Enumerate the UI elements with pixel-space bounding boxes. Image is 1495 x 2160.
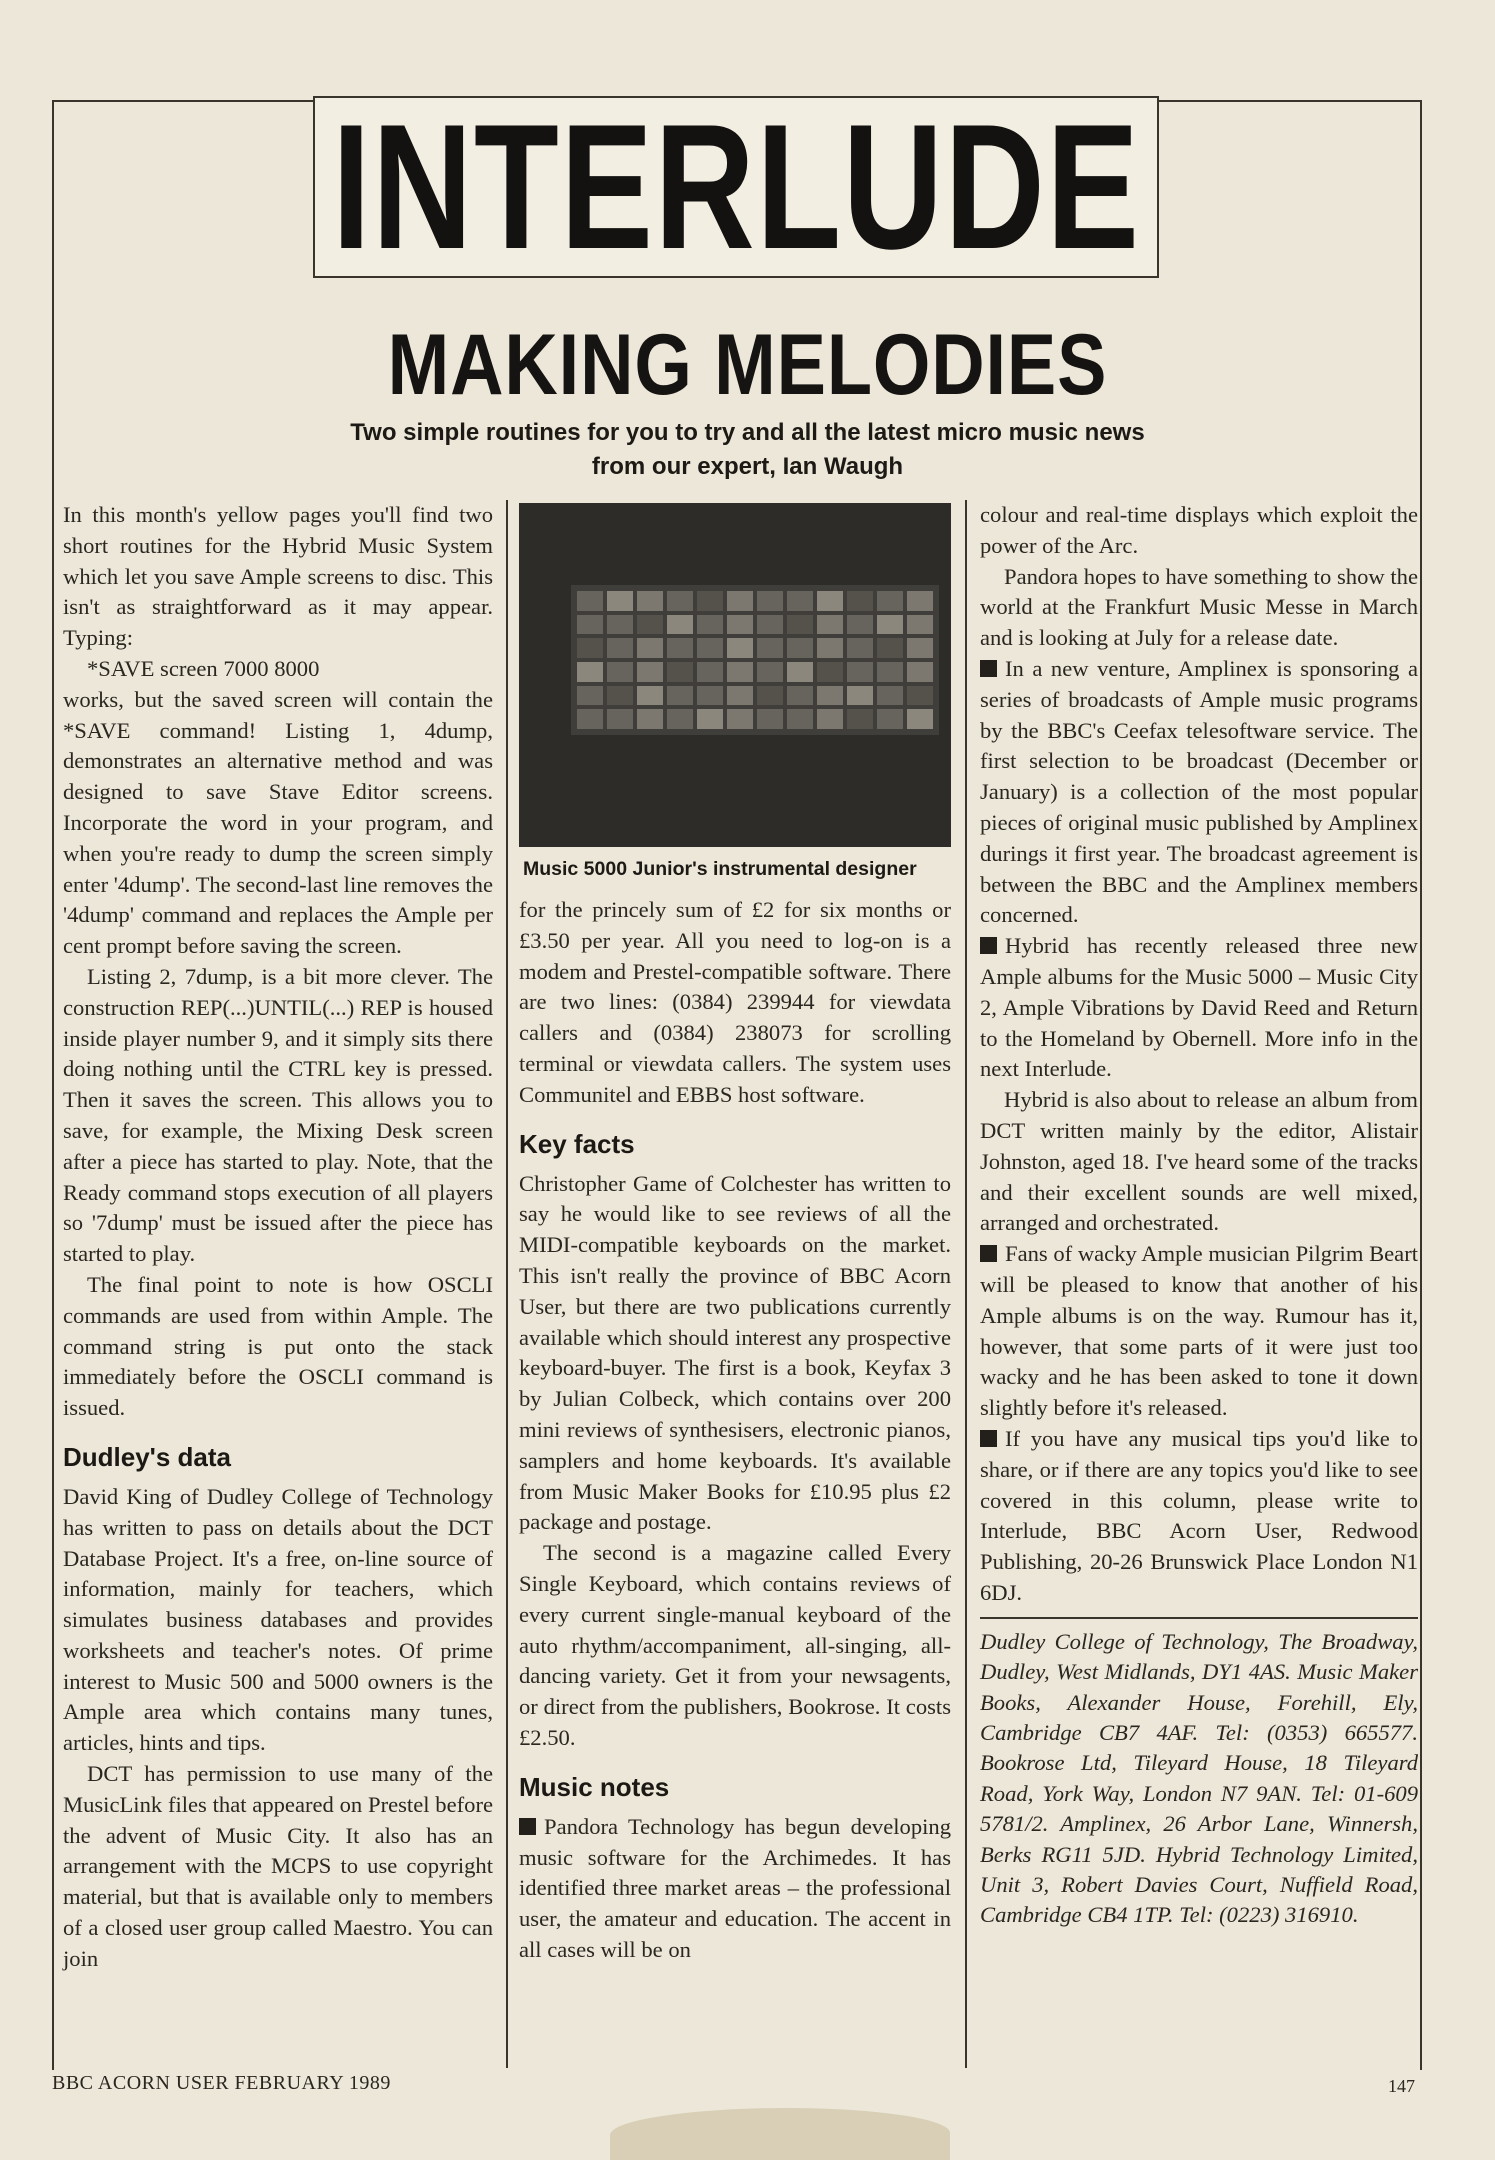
body-paragraph: The final point to note is how OSCLI commands are used from within Ample. The command string is put onto the stack immediately before the OSCLI command is issued. [63, 1271, 493, 1421]
screenshot-photo [519, 503, 951, 847]
subhead-key-facts: Key facts [519, 1128, 635, 1159]
column-rule-1 [506, 500, 508, 2068]
body-paragraph: The second is a magazine called Every Single Keyboard, which contains reviews of every current single-manual keyboard of the auto rhythm/accompaniment, all-singing, all-dancing variety. Get it from your newsagents, or direct from the publishers, Bookrose. It costs £2.50. [519, 1540, 951, 1750]
body-paragraph: colour and real-time displays which exploit the power of the Arc. [980, 502, 1418, 558]
bullet-square-icon [519, 1818, 536, 1835]
bullet-paragraph: If you have any musical tips you'd like to share, or if there are any topics you'd like to see covered in this column, please write to Interlude, BBC Acorn User, Redwood Publishing, 20-26 Brunswick Place London N1 6DJ. [980, 1425, 1418, 1605]
bullet-square-icon [980, 1245, 997, 1262]
bullet-square-icon [980, 1430, 997, 1447]
body-paragraph: Listing 2, 7dump, is a bit more clever. The construction REP(...)UNTIL(...) REP is housed inside player number 9, and it simply sits there doing nothing until the CTRL key is pressed. Then it saves the screen. This allows you to save, for example, the Mixing Desk screen after a piece has started to play. Note, that the Ready command stops execution of all players so '7dump' must be issued after the piece has started to play. [63, 963, 493, 1267]
body-paragraph: In this month's yellow pages you'll find two short routines for the Hybrid Music System which let you save Ample screens to disc. This isn't as straightforward as it may appear. Typing: [63, 502, 493, 651]
frame-rule-left [52, 100, 54, 2070]
body-paragraph: for the princely sum of £2 for six months or £3.50 per year. All you need to log-on is a modem and Prestel-compatible software. There are two lines: (0384) 239944 for viewdata callers and (0384) 238073 for scrolling terminal or viewdata callers. The system uses Communitel and EBBS host software. [519, 897, 951, 1107]
page-number: 147 [1388, 2076, 1415, 2096]
column-1 [63, 500, 493, 1975]
bullet-paragraph: In a new venture, Amplinex is sponsoring a series of broadcasts of Ample music programs by the BBC's Ceefax telesoftware service. The first selection to be broadcast (December or January) is a collection of the most popular pieces of original music published by Amplinex durings it first year. The broadcast agreement is between the BBC and the Amplinex members concerned. [980, 655, 1418, 928]
frame-rule-right [1420, 100, 1422, 2070]
masthead-title: INTERLUDE [331, 87, 1141, 286]
bullet-paragraph: Pandora Technology has begun developing music software for the Archimedes. It has identified three market areas – the professional user, the amateur and education. The accent in all cases will be on [519, 1813, 951, 1962]
body-paragraph: David King of Dudley College of Technology has written to pass on details about the DCT Database Project. It's a free, on-line source of information, mainly for teachers, which simulates business databases and provides worksheets and teacher's notes. Of prime interest to Music 500 and 5000 owners is the Ample area which contains many tunes, articles, hints and tips. [63, 1483, 493, 1756]
body-paragraph: Hybrid is also about to release an album from DCT written mainly by the editor, Alistair Johnston, aged 18. I've heard some of the tracks and their excellent sounds are well mixed, arranged and orchestrated. [980, 1087, 1418, 1236]
contact-addresses: Dudley College of Technology, The Broadway, Dudley, West Midlands, DY1 4AS. Music Maker Books, Alexander House, Forehill, Ely, Cambridge CB7 4AF. Tel: (0353) 665577. Bookrose Ltd, Tileyard House, 18 Tileyard Road, York Way, London N7 9AN. Tel: 01-609 5781/2. Amplinex, 26 Arbor Lane, Winnersh, Berks RG11 5JD. Hybrid Technology Limited, Unit 3, Robert Davies Court, Nuffield Road, Cambridge CB4 1TP. Tel: (0223) 316910. [980, 1617, 1418, 1931]
photo-caption: Music 5000 Junior's instrumental designer [523, 858, 917, 880]
frame-rule-top-left [52, 100, 314, 102]
article-standfirst: Two simple routines for you to try and all the latest micro music news from our expert, Ian Waugh [350, 419, 1145, 480]
column-2 [519, 500, 951, 1966]
subhead-music-notes: Music notes [519, 1771, 670, 1802]
bullet-square-icon [980, 937, 997, 954]
column-rule-2 [965, 500, 967, 2068]
column-3 [980, 500, 1418, 1931]
body-paragraph: Pandora hopes to have something to show the world at the Frankfurt Music Messe in March and is looking at July for a release date. [980, 563, 1418, 651]
frame-rule-top-right [1158, 100, 1422, 102]
body-paragraph: Christopher Game of Colchester has written to say he would like to see reviews of all the MIDI-compatible keyboards on the market. This isn't really the province of BBC Acorn User, but there are two publications currently available which should interest any prospective keyboard-buyer. The first is a book, Keyfax 3 by Julian Colbeck, which contains over 200 mini reviews of synthesisers, electronic pianos, samplers and home keyboards. It's available from Music Maker Books for £10.95 plus £2 package and postage. [519, 1170, 951, 1535]
paper-tear [610, 2108, 950, 2160]
body-paragraph: works, but the saved screen will contain the *SAVE command! Listing 1, 4dump, demonstrates an alternative method and was designed to save Stave Editor screens. Incorporate the word in your program, and when you're ready to dump the screen simply enter '4dump'. The second-last line removes the '4dump' command and replaces the Ample per cent prompt before saving the screen. [63, 686, 493, 959]
footer-publication: BBC ACORN USER FEBRUARY 1989 [52, 2072, 391, 2094]
subhead-dudleys-data: Dudley's data [63, 1441, 232, 1472]
article-headline: MAKING MELODIES [387, 317, 1108, 413]
body-paragraph: DCT has permission to use many of the MusicLink files that appeared on Prestel before the advent of Music City. It also has an arrangement with the MCPS to use copyright material, but that is available only to members of a closed user group called Maestro. You can join [63, 1761, 493, 1971]
bullet-paragraph: Hybrid has recently released three new Ample albums for the Music 5000 – Music City 2, Ample Vibrations by David Reed and Return to the Homeland by Obernell. More info in the next Interlude. [980, 933, 1418, 1082]
code-line: *SAVE screen 7000 8000 [87, 655, 320, 681]
bullet-square-icon [980, 660, 997, 677]
instrument-designer-grid [571, 585, 939, 735]
bullet-paragraph: Fans of wacky Ample musician Pilgrim Beart will be pleased to know that another of his Ample albums is on the way. Rumour has it, however, that some parts of it were just too wacky and he has been asked to tone it down slightly before it's released. [980, 1241, 1418, 1421]
masthead-box [313, 87, 1159, 286]
